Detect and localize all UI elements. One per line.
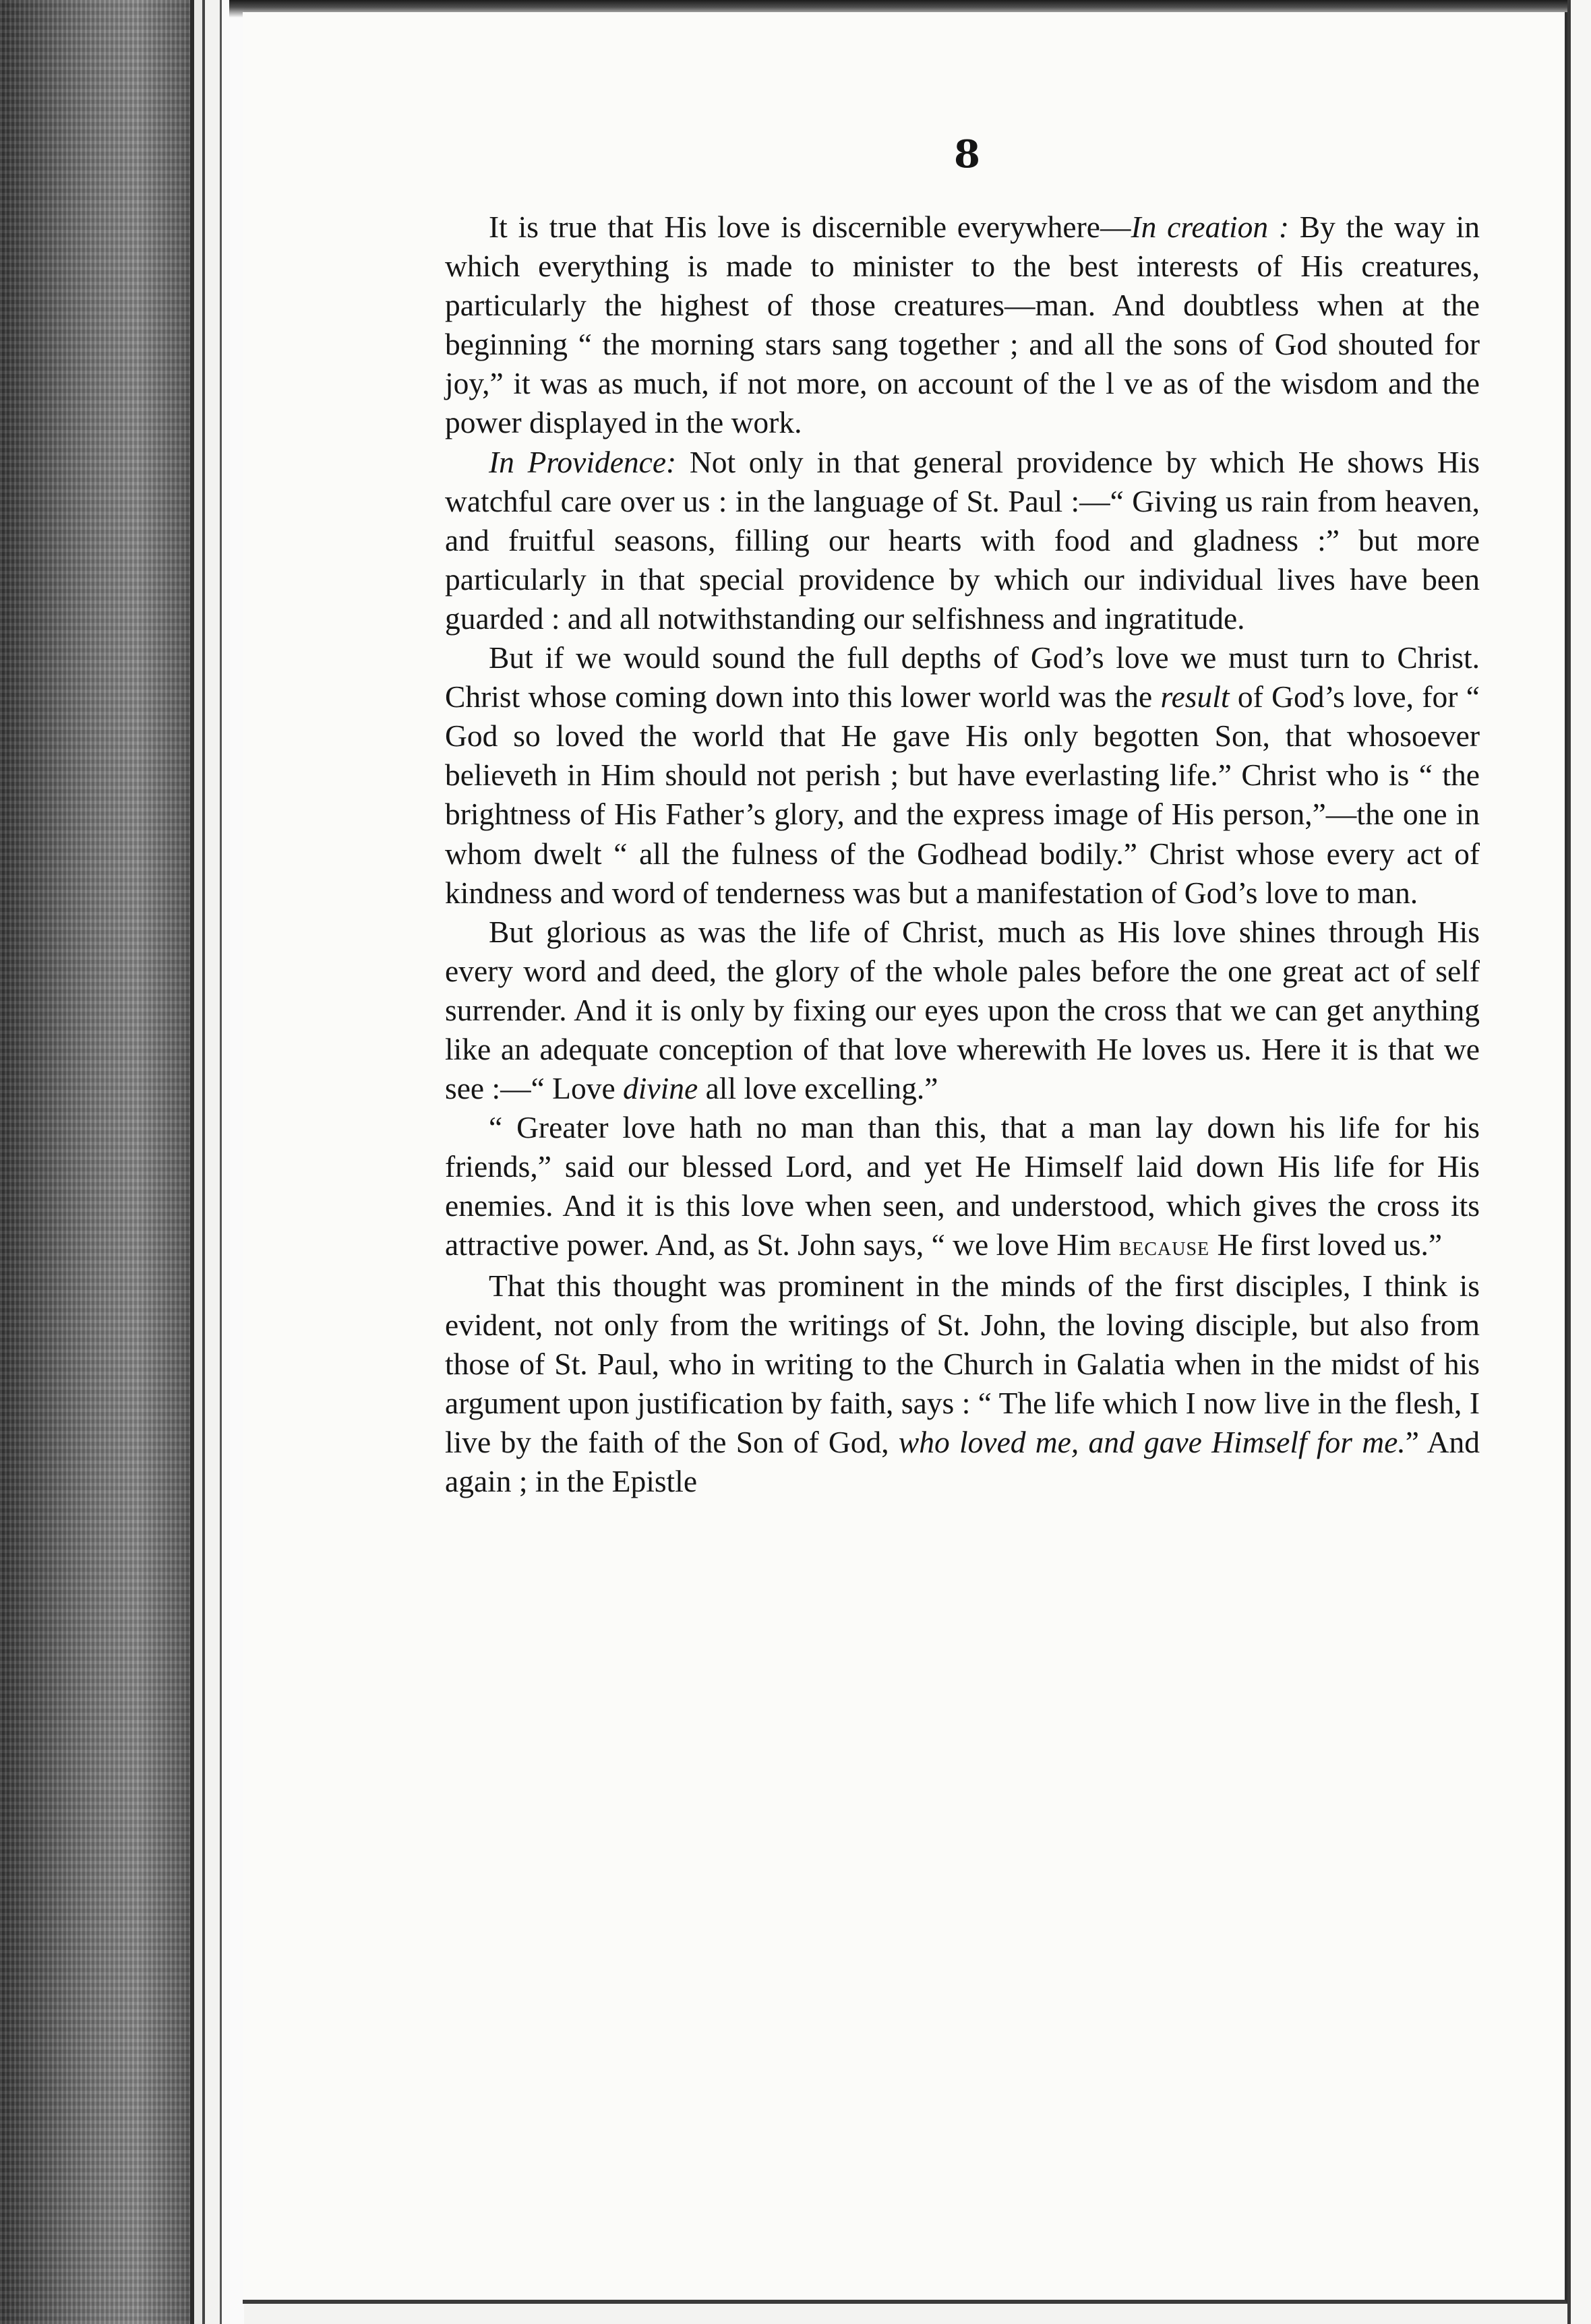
text-run: But if we would sound the full depths of God’s love we must turn to Christ. Christ whose coming down into this lower world was the [445, 640, 1480, 714]
italic-text: In Providence: [489, 444, 677, 479]
paragraph-1 [445, 208, 1480, 443]
right-page-edge [1567, 0, 1591, 2324]
italic-text: divine [623, 1071, 698, 1106]
paragraph-2 [445, 443, 1480, 638]
italic-text: result [1160, 679, 1230, 714]
book-binding-gutter [0, 0, 196, 2324]
paragraph-5 [445, 1108, 1480, 1266]
text-run: By the way in which everything is made to minister to the best interests of His creatures, particularly the highest of those creatures—man. And doubtless when at the beginning “ the morning stars sang together ; and all the sons of God shouted for joy,” it was as much, if not more, on account of the l ve as of the wisdom and the power displayed in the work. [445, 210, 1480, 440]
text-run: ” And again ; in the Epistle [445, 1424, 1480, 1498]
text-run: That this thought was prominent in the minds of the first disciples, I think is evident, not only from the writings of St. John, the loving disciple, but also from those of St. Paul, who in writing to the Church in Galatia when in the midst of his argument upon justification by faith, says : “ The life which I now live in the flesh, I live by the faith of the Son of God, [445, 1268, 1480, 1459]
italic-text: In creation : [1131, 210, 1290, 244]
text-run: But glorious as was the life of Christ, much as His love shines through His every word and deed, the glory of the whole pales before the one great act of self surrender. And it is only by fixing our eyes upon the cross that we can get anything like an adequate conception of that love wherewith He loves us. Here it is that we see :—“ Love [445, 914, 1480, 1106]
text-run: all love excelling.” [698, 1071, 938, 1106]
text-run: of God’s love, for “ God so loved the world that He gave His only begotten Son, that whosoever believeth in Him should not perish ; but have everlasting life.” Christ who is “ the brightness of His Father’s glory, and the express image of His person,”—the one in whom dwelt “ all the fulness of the Godhead bodily.” Christ whose every act of kindness and word of tenderness was but a manifestation of God’s love to man. [445, 679, 1480, 910]
page-edge-strips [190, 0, 244, 2324]
text-run: He first loved us.” [1209, 1227, 1443, 1262]
page-number: 8 [954, 132, 980, 177]
text-run: Not only in that general providence by which He shows His watchful care over us : in the language of St. Paul :—“ Giving us rain from heaven, and fruitful seasons, filling our hearts with food and gladness :” but more particularly in that special providence by which our individual lives have been guarded : and all notwithstanding our selfishness and ingratitude. [445, 444, 1480, 636]
italic-text: who loved me, and gave Himself for me. [898, 1424, 1406, 1459]
paragraph-3 [445, 638, 1480, 913]
small-caps-text: because [1118, 1231, 1210, 1262]
paragraph-4 [445, 913, 1480, 1108]
text-run: “ Greater love hath no man than this, that a man lay down his life for his friends,” said our blessed Lord, and yet He Himself laid down His life for His enemies. And it is this love when seen, and understood, which gives the cross its attractive power. And, as St. John says, “ we love Him [445, 1110, 1480, 1262]
body-text [445, 208, 1480, 1501]
paragraph-6 [445, 1266, 1480, 1502]
text-run: It is true that His love is discernible everywhere— [489, 210, 1131, 244]
